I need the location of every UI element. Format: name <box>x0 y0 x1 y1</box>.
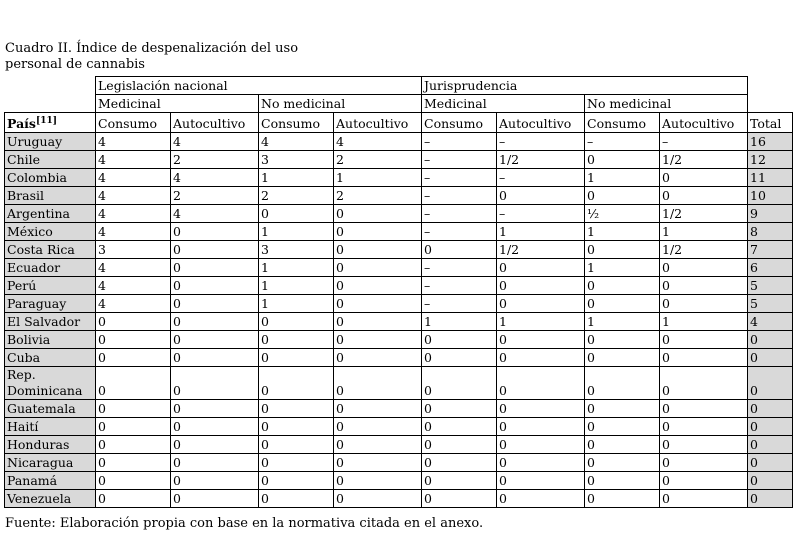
country-cell: Perú <box>5 277 96 295</box>
value-cell: 0 <box>96 436 171 454</box>
value-cell: 0 <box>585 436 660 454</box>
table-row <box>5 277 793 295</box>
value-cell: 0 <box>585 472 660 490</box>
value-cell: 0 <box>660 472 748 490</box>
value-cell: 4 <box>96 223 171 241</box>
value-cell: 1/2 <box>660 205 748 223</box>
value-cell: 0 <box>171 436 259 454</box>
value-cell: 0 <box>171 223 259 241</box>
value-cell: 1 <box>585 169 660 187</box>
table-row <box>5 490 793 508</box>
value-cell: 3 <box>259 241 334 259</box>
value-cell: ½ <box>585 205 660 223</box>
value-cell: 0 <box>171 241 259 259</box>
value-cell: 0 <box>497 295 585 313</box>
value-cell: 0 <box>660 490 748 508</box>
value-cell: – <box>497 133 585 151</box>
value-cell: 0 <box>171 259 259 277</box>
value-cell: 4 <box>96 277 171 295</box>
value-cell: 2 <box>171 187 259 205</box>
value-cell: 0 <box>660 436 748 454</box>
total-cell: 0 <box>748 418 793 436</box>
value-cell: 4 <box>96 133 171 151</box>
value-cell: 0 <box>259 472 334 490</box>
header-pais <box>5 113 96 133</box>
total-cell: 0 <box>748 472 793 490</box>
value-cell: 0 <box>497 259 585 277</box>
value-cell: 0 <box>660 367 748 400</box>
value-cell: 1 <box>259 259 334 277</box>
value-cell: 0 <box>585 295 660 313</box>
value-cell: 0 <box>96 313 171 331</box>
value-cell: 0 <box>259 205 334 223</box>
value-cell: – <box>422 259 497 277</box>
value-cell: 0 <box>96 400 171 418</box>
total-cell: 12 <box>748 151 793 169</box>
total-cell: 0 <box>748 349 793 367</box>
value-cell: 0 <box>422 436 497 454</box>
value-cell: 1/2 <box>660 241 748 259</box>
country-cell: Panamá <box>5 472 96 490</box>
country-cell: Honduras <box>5 436 96 454</box>
value-cell: 0 <box>585 490 660 508</box>
value-cell: 0 <box>422 454 497 472</box>
value-cell: 0 <box>96 454 171 472</box>
table-row <box>5 169 793 187</box>
total-cell: 9 <box>748 205 793 223</box>
value-cell: 0 <box>585 151 660 169</box>
value-cell: 0 <box>334 259 422 277</box>
value-cell: 1 <box>334 169 422 187</box>
value-cell: 0 <box>660 349 748 367</box>
table-row <box>5 349 793 367</box>
total-cell: 0 <box>748 367 793 400</box>
value-cell: 1 <box>660 313 748 331</box>
value-cell: 0 <box>497 331 585 349</box>
value-cell: 4 <box>96 169 171 187</box>
value-cell: 0 <box>422 472 497 490</box>
value-cell: – <box>422 223 497 241</box>
value-cell: 0 <box>96 349 171 367</box>
value-cell: 0 <box>334 367 422 400</box>
value-cell: 0 <box>497 472 585 490</box>
country-cell: Rep. Dominicana <box>5 367 96 400</box>
header-consumo: Consumo <box>96 113 171 133</box>
total-cell: 0 <box>748 331 793 349</box>
value-cell: 0 <box>171 295 259 313</box>
value-cell: 0 <box>171 277 259 295</box>
value-cell: 0 <box>660 169 748 187</box>
value-cell: 0 <box>497 436 585 454</box>
value-cell: 0 <box>171 418 259 436</box>
decriminalization-index-table <box>4 76 793 508</box>
value-cell: 4 <box>96 151 171 169</box>
value-cell: 0 <box>497 187 585 205</box>
country-cell: Cuba <box>5 349 96 367</box>
value-cell: 1/2 <box>497 241 585 259</box>
value-cell: 4 <box>96 205 171 223</box>
value-cell: 0 <box>259 331 334 349</box>
value-cell: 0 <box>259 313 334 331</box>
total-cell: 0 <box>748 454 793 472</box>
value-cell: 0 <box>259 436 334 454</box>
value-cell: 0 <box>334 418 422 436</box>
header-legislacion-medicinal: Medicinal <box>96 95 259 113</box>
total-cell: 5 <box>748 295 793 313</box>
header-legislacion-nacional: Legislación nacional <box>96 77 422 95</box>
caption-line-1: Cuadro II. Índice de despenalización del uso <box>5 41 299 56</box>
value-cell: – <box>422 169 497 187</box>
table-row <box>5 436 793 454</box>
header-jurisprudencia-medicinal: Medicinal <box>422 95 585 113</box>
country-cell: El Salvador <box>5 313 96 331</box>
value-cell: 0 <box>259 367 334 400</box>
value-cell: – <box>422 205 497 223</box>
value-cell: 0 <box>334 277 422 295</box>
value-cell: 0 <box>422 418 497 436</box>
total-cell: 11 <box>748 169 793 187</box>
value-cell: 0 <box>171 454 259 472</box>
header-autocultivo: Autocultivo <box>660 113 748 133</box>
value-cell: 1 <box>259 277 334 295</box>
value-cell: 4 <box>259 133 334 151</box>
value-cell: 1 <box>422 313 497 331</box>
value-cell: 2 <box>259 187 334 205</box>
value-cell: 0 <box>422 400 497 418</box>
header-legislacion-no-medicinal: No medicinal <box>259 95 422 113</box>
value-cell: 2 <box>171 151 259 169</box>
value-cell: 0 <box>96 367 171 400</box>
header-consumo: Consumo <box>585 113 660 133</box>
country-cell: Venezuela <box>5 490 96 508</box>
value-cell: 0 <box>334 205 422 223</box>
header-row-2 <box>5 95 793 113</box>
value-cell: 0 <box>171 490 259 508</box>
value-cell: 0 <box>96 331 171 349</box>
table-row <box>5 241 793 259</box>
value-cell: 0 <box>334 331 422 349</box>
value-cell: 0 <box>497 454 585 472</box>
header-empty-total <box>748 77 793 95</box>
value-cell: 0 <box>171 349 259 367</box>
value-cell: 0 <box>497 349 585 367</box>
total-cell: 7 <box>748 241 793 259</box>
value-cell: 0 <box>334 313 422 331</box>
value-cell: – <box>422 295 497 313</box>
country-cell: Ecuador <box>5 259 96 277</box>
value-cell: – <box>497 205 585 223</box>
country-cell: Chile <box>5 151 96 169</box>
value-cell: 0 <box>585 349 660 367</box>
value-cell: 3 <box>259 151 334 169</box>
value-cell: 0 <box>96 418 171 436</box>
value-cell: 4 <box>96 259 171 277</box>
header-empty-corner <box>5 77 96 95</box>
header-autocultivo: Autocultivo <box>334 113 422 133</box>
value-cell: 0 <box>585 454 660 472</box>
value-cell: 0 <box>422 367 497 400</box>
header-row-1 <box>5 77 793 95</box>
value-cell: 0 <box>497 367 585 400</box>
table-row <box>5 133 793 151</box>
value-cell: 3 <box>96 241 171 259</box>
value-cell: 0 <box>334 400 422 418</box>
value-cell: 1 <box>259 169 334 187</box>
value-cell: 0 <box>259 400 334 418</box>
value-cell: 0 <box>422 241 497 259</box>
value-cell: 1 <box>585 223 660 241</box>
table-row <box>5 331 793 349</box>
value-cell: 0 <box>171 367 259 400</box>
table-row <box>5 205 793 223</box>
value-cell: 2 <box>334 187 422 205</box>
value-cell: 0 <box>660 331 748 349</box>
country-cell: Guatemala <box>5 400 96 418</box>
country-cell: Nicaragua <box>5 454 96 472</box>
country-cell: Uruguay <box>5 133 96 151</box>
country-cell: Brasil <box>5 187 96 205</box>
value-cell: 0 <box>660 295 748 313</box>
value-cell: – <box>660 133 748 151</box>
table-row <box>5 223 793 241</box>
value-cell: 0 <box>334 223 422 241</box>
value-cell: 0 <box>585 400 660 418</box>
table-row <box>5 259 793 277</box>
total-cell: 0 <box>748 436 793 454</box>
header-jurisprudencia: Jurisprudencia <box>422 77 748 95</box>
value-cell: 4 <box>171 205 259 223</box>
country-cell: Haití <box>5 418 96 436</box>
total-cell: 10 <box>748 187 793 205</box>
value-cell: 1 <box>259 223 334 241</box>
value-cell: 0 <box>422 349 497 367</box>
value-cell: 0 <box>497 418 585 436</box>
value-cell: 1 <box>497 313 585 331</box>
value-cell: 0 <box>497 490 585 508</box>
table-row <box>5 187 793 205</box>
country-cell: Colombia <box>5 169 96 187</box>
value-cell: 0 <box>585 331 660 349</box>
value-cell: – <box>422 133 497 151</box>
value-cell: 0 <box>171 472 259 490</box>
value-cell: 0 <box>660 454 748 472</box>
value-cell: 0 <box>660 418 748 436</box>
value-cell: 1 <box>585 313 660 331</box>
table-body <box>5 133 793 508</box>
value-cell: 0 <box>585 241 660 259</box>
value-cell: – <box>422 151 497 169</box>
country-cell: Bolivia <box>5 331 96 349</box>
value-cell: 0 <box>660 187 748 205</box>
value-cell: – <box>497 169 585 187</box>
table-row <box>5 418 793 436</box>
value-cell: 0 <box>334 349 422 367</box>
value-cell: 0 <box>422 490 497 508</box>
table-row <box>5 295 793 313</box>
country-cell: México <box>5 223 96 241</box>
header-empty-total-2 <box>748 95 793 113</box>
table-row <box>5 151 793 169</box>
table-source-note: Fuente: Elaboración propia con base en la normativa citada en el anexo. <box>5 516 484 531</box>
table-row <box>5 400 793 418</box>
value-cell: 0 <box>334 436 422 454</box>
caption-line-2: personal de cannabis <box>5 57 145 72</box>
value-cell: 4 <box>171 169 259 187</box>
value-cell: 1/2 <box>497 151 585 169</box>
header-empty-corner-2 <box>5 95 96 113</box>
country-cell: Costa Rica <box>5 241 96 259</box>
table-caption <box>5 41 325 73</box>
value-cell: 0 <box>334 472 422 490</box>
value-cell: 4 <box>334 133 422 151</box>
value-cell: 4 <box>96 187 171 205</box>
value-cell: 0 <box>334 490 422 508</box>
header-consumo: Consumo <box>422 113 497 133</box>
total-cell: 4 <box>748 313 793 331</box>
value-cell: 1 <box>585 259 660 277</box>
total-cell: 0 <box>748 400 793 418</box>
total-cell: 16 <box>748 133 793 151</box>
value-cell: 1 <box>259 295 334 313</box>
value-cell: 0 <box>171 400 259 418</box>
header-pais-footnote-ref: [11] <box>35 116 57 126</box>
value-cell: 0 <box>171 331 259 349</box>
value-cell: 0 <box>497 277 585 295</box>
value-cell: 1 <box>497 223 585 241</box>
header-consumo: Consumo <box>259 113 334 133</box>
total-cell: 0 <box>748 490 793 508</box>
header-jurisprudencia-no-medicinal: No medicinal <box>585 95 748 113</box>
total-cell: 6 <box>748 259 793 277</box>
value-cell: – <box>585 133 660 151</box>
header-total: Total <box>748 113 793 133</box>
table-row <box>5 472 793 490</box>
value-cell: 0 <box>259 454 334 472</box>
value-cell: 0 <box>660 400 748 418</box>
value-cell: 0 <box>96 472 171 490</box>
header-autocultivo: Autocultivo <box>171 113 259 133</box>
value-cell: 4 <box>171 133 259 151</box>
header-autocultivo: Autocultivo <box>497 113 585 133</box>
value-cell: 4 <box>96 295 171 313</box>
value-cell: 0 <box>422 331 497 349</box>
country-cell: Argentina <box>5 205 96 223</box>
header-row-3 <box>5 113 793 133</box>
total-cell: 5 <box>748 277 793 295</box>
header-pais-label: País <box>7 116 36 132</box>
value-cell: 0 <box>660 259 748 277</box>
value-cell: 2 <box>334 151 422 169</box>
value-cell: 0 <box>585 418 660 436</box>
value-cell: – <box>422 187 497 205</box>
table-row <box>5 367 793 400</box>
total-cell: 8 <box>748 223 793 241</box>
value-cell: 0 <box>334 241 422 259</box>
value-cell: 0 <box>259 349 334 367</box>
value-cell: 0 <box>585 277 660 295</box>
value-cell: 1/2 <box>660 151 748 169</box>
value-cell: 0 <box>171 313 259 331</box>
value-cell: 1 <box>660 223 748 241</box>
value-cell: 0 <box>334 295 422 313</box>
value-cell: 0 <box>259 490 334 508</box>
value-cell: 0 <box>585 367 660 400</box>
value-cell: 0 <box>96 490 171 508</box>
value-cell: 0 <box>334 454 422 472</box>
value-cell: 0 <box>585 187 660 205</box>
value-cell: 0 <box>660 277 748 295</box>
value-cell: – <box>422 277 497 295</box>
table-row <box>5 454 793 472</box>
value-cell: 0 <box>497 400 585 418</box>
value-cell: 0 <box>259 418 334 436</box>
country-cell: Paraguay <box>5 295 96 313</box>
table-row <box>5 313 793 331</box>
